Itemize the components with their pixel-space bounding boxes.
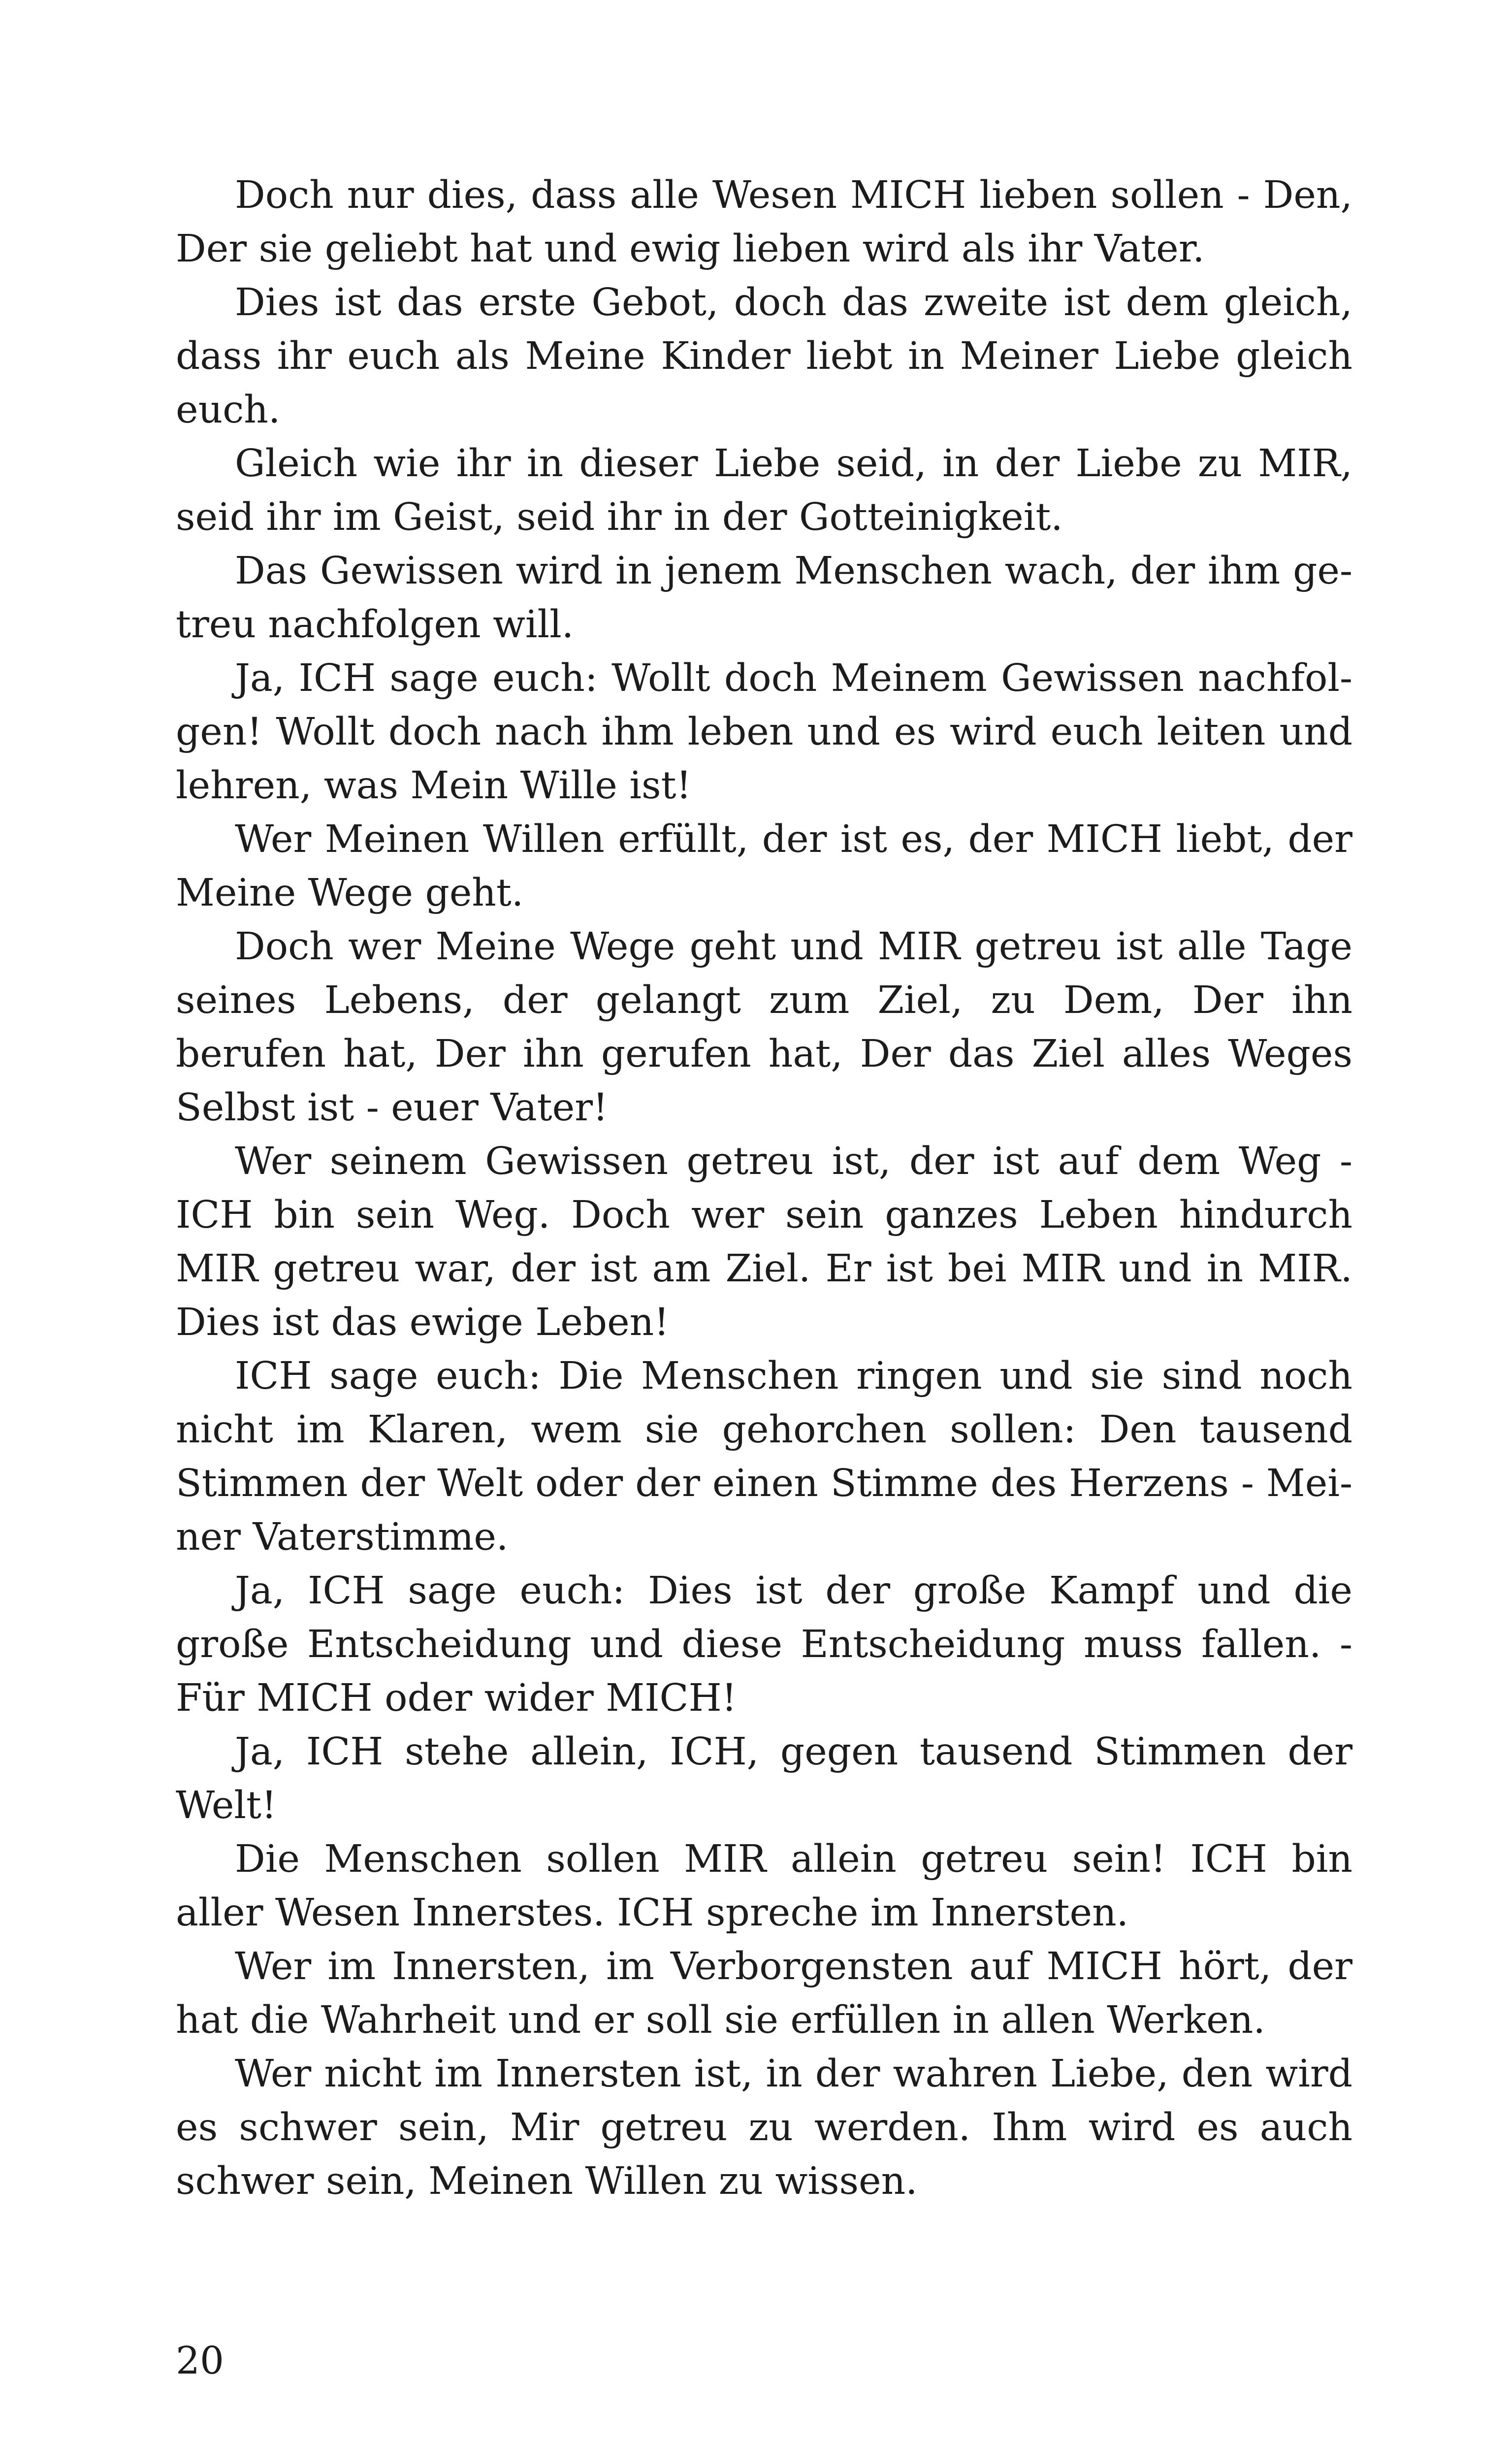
paragraph: Gleich wie ihr in dieser Liebe seid, in der Liebe zu MIR, seid ihr im Geist, seid ihr in der Gotteinigkeit. <box>176 442 1352 539</box>
paragraph: Wer Meinen Willen erfüllt, der ist es, der MICH liebt, der Meine Wege geht. <box>176 817 1352 915</box>
paragraph: Das Gewissen wird in jenem Menschen wach, der ihm getreu nachfolgen will. <box>176 549 1352 647</box>
page-number: 20 <box>176 2339 224 2383</box>
paragraph: Dies ist das erste Gebot, doch das zweite ist dem gleich, dass ihr euch als Meine Kinder liebt in Meiner Liebe gleich euch. <box>176 281 1352 432</box>
paragraph: Ja, ICH sage euch: Dies ist der große Kampf und die große Entscheidung und diese Entscheidung muss fallen. - Für MICH oder wider MICH! <box>176 1569 1352 1720</box>
paragraph: Wer seinem Gewissen getreu ist, der ist auf dem Weg - ICH bin sein Weg. Doch wer sein ganzes Leben hindurch MIR getreu war, der ist am Ziel. Er ist bei MIR und in MIR. Dies ist das ewige Leben! <box>176 1140 1352 1344</box>
body-text <box>176 168 1352 2208</box>
paragraph: Doch nur dies, dass alle Wesen MICH lieben sollen - Den, Der sie geliebt hat und ewig lieben wird als ihr Vater. <box>176 173 1352 271</box>
paragraph: Ja, ICH stehe allein, ICH, gegen tausend Stimmen der Welt! <box>176 1730 1352 1827</box>
paragraph: ICH sage euch: Die Menschen ringen und sie sind noch nicht im Klaren, wem sie gehorchen sollen: Den tausend Stimmen der Welt oder der einen Stimme des Herzens - Meiner Vaterstimme. <box>176 1354 1352 1559</box>
paragraph: Wer im Innersten, im Verborgensten auf MICH hört, der hat die Wahrheit und er soll sie erfüllen in allen Werken. <box>176 1945 1352 2042</box>
paragraph: Doch wer Meine Wege geht und MIR getreu ist alle Tage seines Lebens, der gelangt zum Ziel, zu Dem, Der ihn berufen hat, Der ihn gerufen hat, Der das Ziel alles Weges Selbst ist - euer Vater! <box>176 925 1352 1130</box>
paragraph: Die Menschen sollen MIR allein getreu sein! ICH bin aller Wesen Innerstes. ICH spreche im Innersten. <box>176 1837 1352 1935</box>
paragraph: Ja, ICH sage euch: Wollt doch Meinem Gewissen nachfolgen! Wollt doch nach ihm leben und es wird euch leiten und lehren, was Mein Wille ist! <box>176 656 1352 808</box>
paragraph: Wer nicht im Innersten ist, in der wahren Liebe, den wird es schwer sein, Mir getreu zu werden. Ihm wird es auch schwer sein, Meinen Willen zu wissen. <box>176 2052 1352 2203</box>
